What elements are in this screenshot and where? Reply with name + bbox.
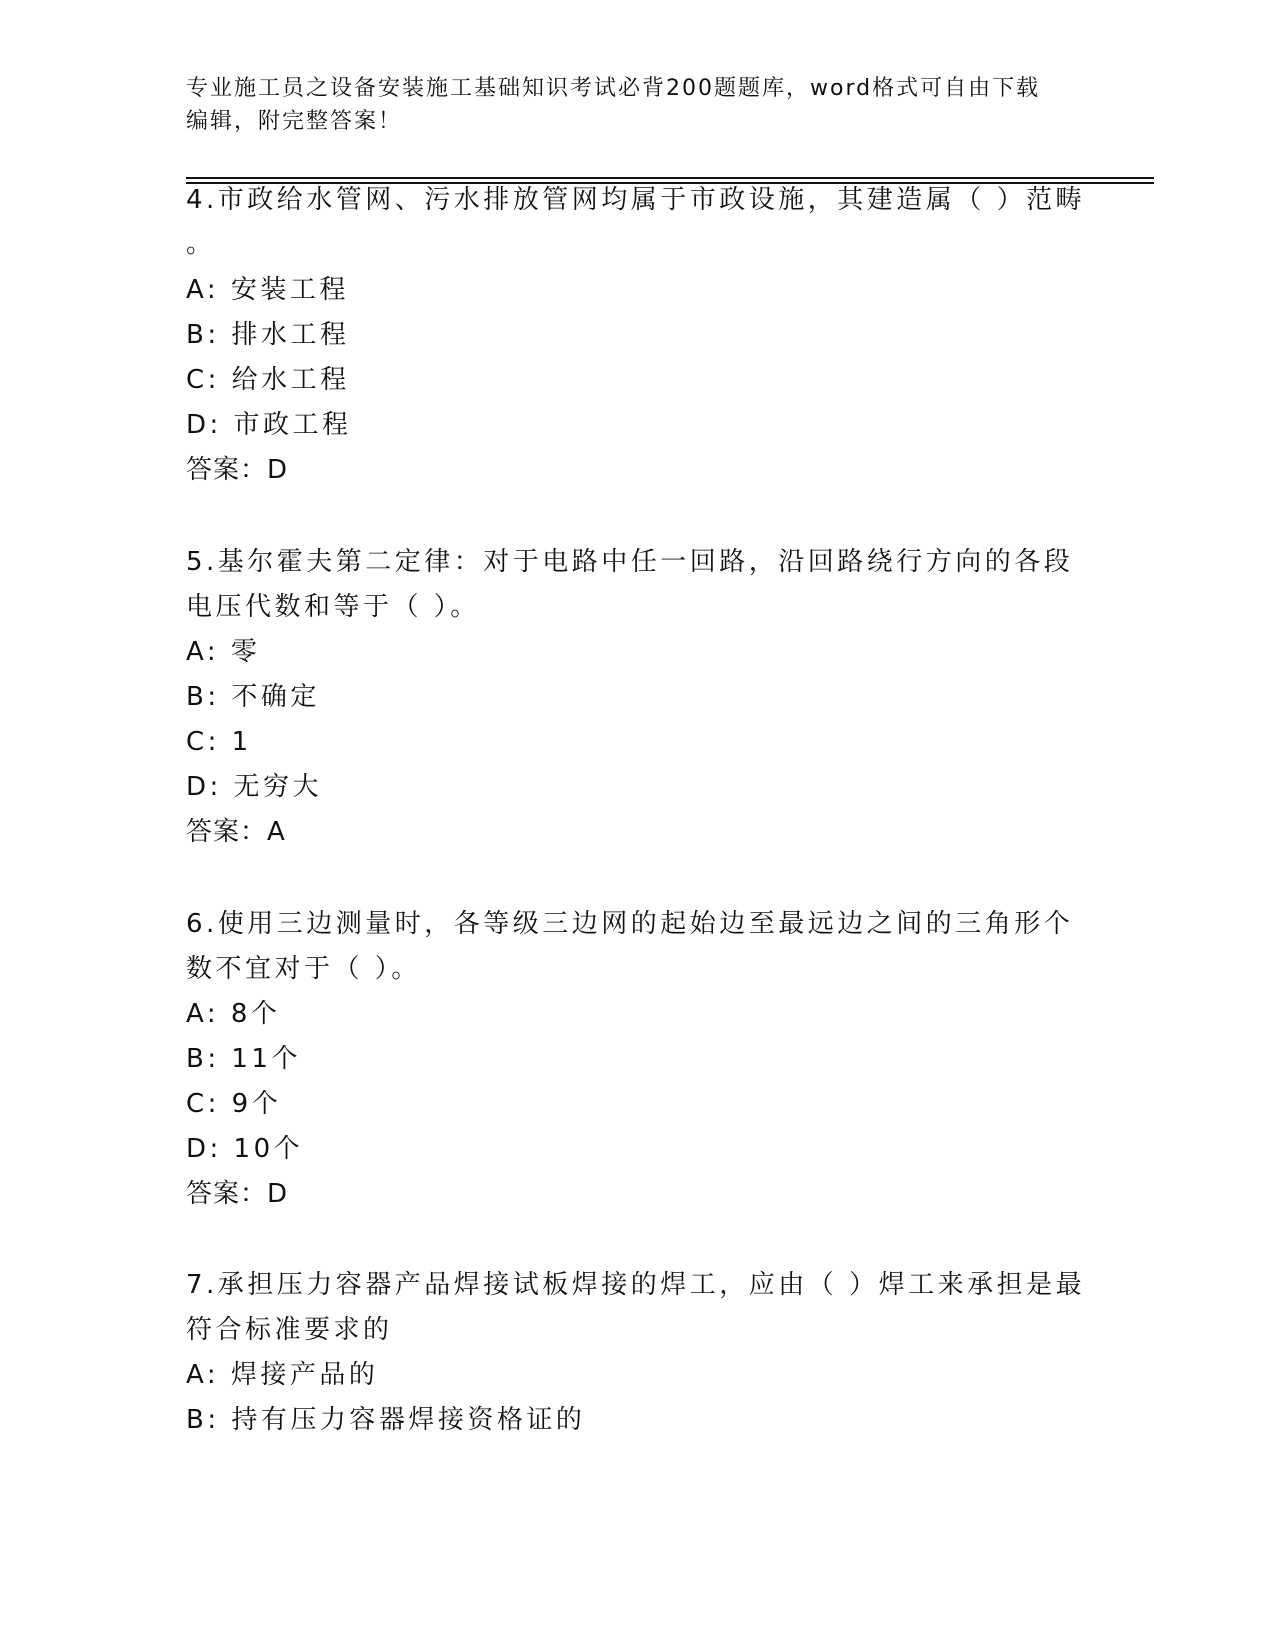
question-stem-line-1: 7.承担压力容器产品焊接试板焊接的焊工，应由（ ）焊工来承担是最 — [186, 1270, 1086, 1300]
answer: 答案：D — [186, 1179, 289, 1209]
question-stem-line-1: 4.市政给水管网、污水排放管网均属于市政设施，其建造属（ ）范畴 — [186, 185, 1086, 215]
question-stem-line-2: 符合标准要求的 — [186, 1315, 393, 1345]
option-a: A: 零 — [186, 637, 261, 667]
header-divider-bottom — [186, 182, 1154, 184]
question-stem-line-2: 数不宜对于（ ）。 — [186, 954, 421, 984]
answer: 答案：D — [186, 455, 289, 485]
option-c: C: 1 — [186, 727, 252, 757]
header-divider-top — [186, 177, 1154, 179]
option-d: D: 10个 — [186, 1134, 304, 1164]
option-a: A: 8个 — [186, 999, 281, 1029]
header-line-1: 专业施工员之设备安装施工基础知识考试必背200题题库，word格式可自由下载 — [186, 76, 1041, 101]
option-b: B: 11个 — [186, 1044, 301, 1074]
option-d: D: 无穷大 — [186, 772, 323, 802]
question-stem-line-1: 5.基尔霍夫第二定律：对于电路中任一回路，沿回路绕行方向的各段 — [186, 547, 1074, 577]
option-a: A: 焊接产品的 — [186, 1360, 379, 1390]
question-stem-line-2: 。 — [186, 229, 216, 259]
option-b: B: 不确定 — [186, 682, 320, 712]
option-d: D: 市政工程 — [186, 410, 352, 440]
header-line-2: 编辑，附完整答案！ — [186, 109, 403, 134]
option-c: C: 9个 — [186, 1089, 282, 1119]
option-b: B: 持有压力容器焊接资格证的 — [186, 1405, 586, 1435]
option-a: A: 安装工程 — [186, 275, 349, 305]
question-stem-line-1: 6.使用三边测量时，各等级三边网的起始边至最远边之间的三角形个 — [186, 909, 1074, 939]
answer: 答案：A — [186, 817, 286, 847]
option-c: C: 给水工程 — [186, 365, 350, 395]
question-stem-line-2: 电压代数和等于（ ）。 — [186, 592, 480, 622]
document-header — [186, 72, 1086, 138]
option-b: B: 排水工程 — [186, 320, 350, 350]
